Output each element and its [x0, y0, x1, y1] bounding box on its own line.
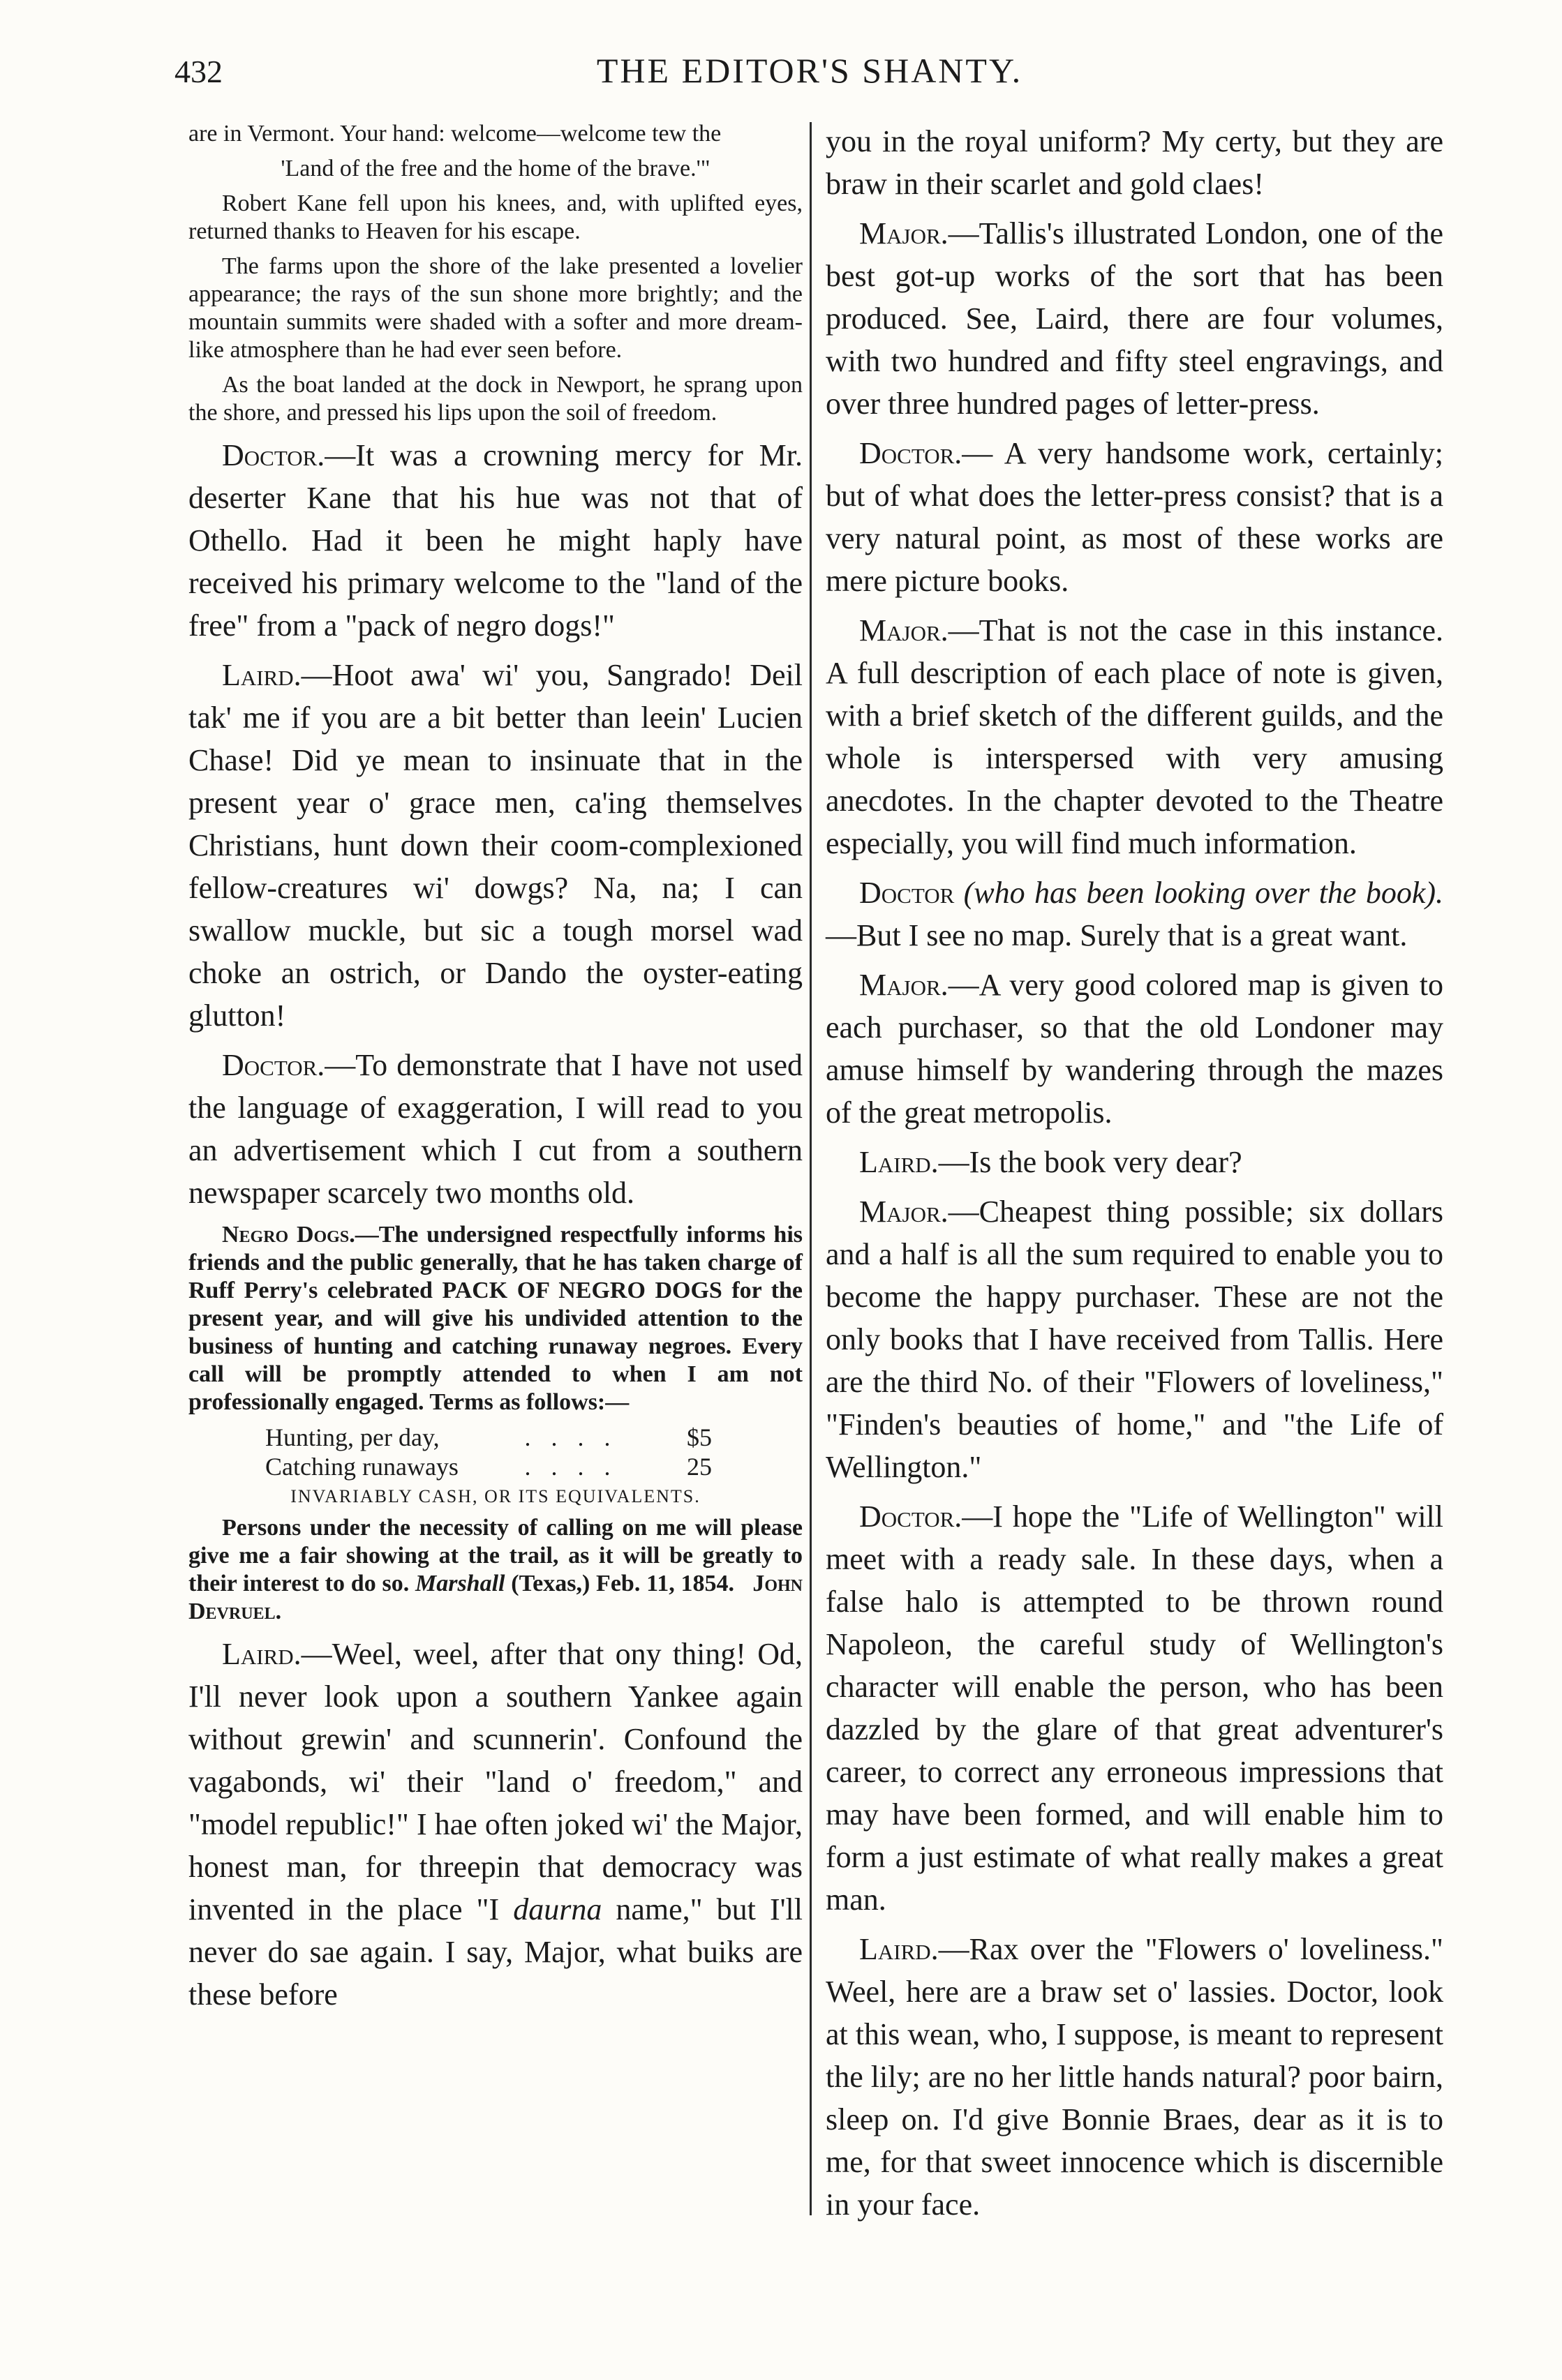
speaker-name: Doctor: [859, 876, 955, 910]
dialogue-paragraph: [188, 654, 803, 1037]
advertisement-text: —The undersigned respectfully informs his friends and the public generally, that he has taken charge of Ruff Perry's celebrated: [188, 1222, 803, 1303]
advertisement: [188, 1221, 803, 1626]
speaker-name: Major.: [859, 1195, 949, 1229]
dialogue-paragraph: [826, 1141, 1443, 1183]
speech-text: —A very good colored map is given to each purchaser, so that the old Londoner may amuse himself by wandering through the mazes of the great metropolis.: [826, 968, 1443, 1130]
speech-text: — A very handsome work, certainly; but of what does the letter-press consist? that is a very natural point, as most of these works are mere picture books.: [826, 436, 1443, 598]
page-number: 432: [174, 54, 223, 89]
dialogue-paragraph: [826, 212, 1443, 425]
fee-label: Catching runaways: [265, 1453, 459, 1481]
speech-text: —But I see no map. Surely that is a great want.: [826, 918, 1408, 952]
fee-row: [265, 1423, 712, 1453]
story-paragraph: Robert Kane fell upon his knees, and, with uplifted eyes, returned thanks to Heaven for his escape.: [188, 190, 803, 244]
speech-text: —Weel, weel, after that ony thing! Od, I'll never look upon a southern Yankee again without grewin' and scunnerin'. Confound the vagabonds, wi' their "land o' freedom," and "model republic!" I hae often joked wi' the Major, honest man, for threepin that democracy was invented in the place "I: [188, 1637, 803, 1926]
advertisement-place: Marshall: [415, 1571, 505, 1596]
running-title: THE EDITOR'S SHANTY.: [596, 51, 1023, 90]
speech-text: —That is not the case in this instance. A full description of each place of note is given, with a brief sketch of the different guilds, and the whole is interspersed with very amusing anecdotes. In the chapter devoted to the Theatre especially, you will find much information.: [826, 613, 1443, 860]
dialogue-paragraph: [826, 871, 1443, 957]
advertisement-signature: John Devruel.: [188, 1571, 803, 1624]
speech-text: name," but I'll never do sae again. I say, Major, what buiks are these before: [188, 1892, 803, 2012]
advertisement-heading: Negro Dogs.: [222, 1222, 355, 1248]
fee-row: [265, 1453, 712, 1482]
speaker-name: Laird.: [859, 1932, 939, 1966]
story-quote: 'Land of the free and the home of the brave.'": [281, 156, 711, 181]
dialogue-paragraph: [826, 1190, 1443, 1488]
speech-emphasis: daurna: [513, 1892, 602, 1926]
advertisement-text: (Texas,) Feb. 11, 1854.: [505, 1571, 734, 1596]
fee-dots: . . . .: [524, 1423, 618, 1451]
speech-text: —Hoot awa' wi' you, Sangrado! Deil tak' me if you are a bit better than leein' Lucien Chase! Did ye mean to insinuate that in the present year o' grace men, ca'ing themselves Christians, hunt down their coom-complexioned fellow-creatures wi' dowgs? Na, na; I can swallow muckle, but sic a tough morsel wad choke an ostrich, or Dando the oyster-eating glutton!: [188, 658, 803, 1033]
dialogue-paragraph: [826, 1928, 1443, 2226]
fee-amount: $5: [687, 1423, 712, 1451]
advertisement-emphasis: PACK OF NEGRO DOGS: [442, 1278, 722, 1303]
advertisement-terms: INVARIABLY CASH, OR ITS EQUIVALENTS.: [290, 1486, 701, 1506]
speech-text: —Is the book very dear?: [938, 1145, 1242, 1179]
fee-dots: . . . .: [524, 1453, 618, 1481]
fee-amount: 25: [687, 1453, 712, 1481]
dialogue-paragraph: [188, 1633, 803, 2016]
page-header: [174, 43, 1445, 99]
stage-direction: (who has been looking over the book).: [954, 876, 1443, 910]
advertisement-text: for the present year, and will give his undivided attention to the business of hunting and catching runaway negroes. Every call will be promptly attended to when I am not professionally engaged. Terms as follows:—: [188, 1278, 803, 1415]
dialogue-paragraph: [188, 1044, 803, 1214]
speaker-name: Laird.: [222, 1637, 302, 1671]
dialogue-paragraph: [826, 1495, 1443, 1921]
dialogue-paragraph: you in the royal uniform? My certy, but they are braw in their scarlet and gold claes!: [826, 124, 1443, 201]
advertisement-body: [188, 1221, 803, 1416]
speaker-name: Major.: [859, 968, 949, 1002]
speaker-name: Laird.: [222, 658, 302, 692]
speech-text: —Tallis's illustrated London, one of the best got-up works of the sort that has been produced. See, Laird, there are four volumes, with two hundred and fifty steel engravings, and over three hundred pages of letter-press.: [826, 216, 1443, 421]
speaker-name: Doctor.: [859, 436, 962, 470]
fee-table: [265, 1423, 712, 1482]
story-paragraph: As the boat landed at the dock in Newport, he sprang upon the shore, and pressed his lips upon the soil of freedom.: [188, 372, 803, 426]
story-paragraph: The farms upon the shore of the lake presented a lovelier appearance; the rays of the sun shone more brightly; and the mountain summits were shaded with a softer and more dream-like atmosphere than he had ever seen before.: [188, 253, 803, 363]
dialogue-paragraph: [826, 609, 1443, 865]
speech-text: —To demonstrate that I have not used the language of exaggeration, I will read to you an advertisement which I cut from a southern newspaper scarcely two months old.: [188, 1048, 803, 1210]
speech-text: —It was a crowning mercy for Mr. deserter Kane that his hue was not that of Othello. Had it been he might haply have received his primary welcome to the "land of the free" from a "pack of negro dogs!": [188, 438, 803, 643]
fee-label: Hunting, per day,: [265, 1423, 440, 1451]
speaker-name: Doctor.: [222, 1048, 325, 1082]
speech-text: —I hope the "Life of Wellington" will meet with a ready sale. In these days, when a false halo is attempted to be thrown round Napoleon, the careful study of Wellington's character will enable the person, who has been dazzled by the glare of that great adventurer's career, to correct any erroneous impressions that may have been formed, and will enable him to form a just estimate of what really makes a great man.: [826, 1499, 1443, 1917]
right-column: [826, 120, 1443, 2233]
dialogue-paragraph: [826, 432, 1443, 602]
speaker-name: Doctor.: [859, 1499, 962, 1534]
advertisement-text: Persons under the necessity of calling on me will please give me a fair showing at the trail, as it will be greatly to their interest to do so.: [188, 1515, 803, 1596]
dialogue-paragraph: [188, 434, 803, 647]
speaker-name: Laird.: [859, 1145, 939, 1179]
speech-text: —Cheapest thing possible; six dollars and a half is all the sum required to enable you to become the happy purchaser. These are not the only books that I have received from Tallis. Here are the third No. of their "Flowers of loveliness," "Finden's beauties of home," and "the Life of Wellington.": [826, 1195, 1443, 1484]
advertisement-closing: [188, 1514, 803, 1626]
speech-text: —Rax over the "Flowers o' loveliness." Weel, here are a braw set o' lassies. Doctor, look at this wean, who, I suppose, is meant to represent the lily; are no her little hands natural? poor bairn, sleep on. I'd give Bonnie Braes, dear as it is to me, for that sweet innocence which is discernible in your face.: [826, 1932, 1443, 2222]
story-paragraph: are in Vermont. Your hand: welcome—welcome tew the: [188, 121, 722, 147]
left-column: [188, 120, 803, 2023]
speaker-name: Doctor.: [222, 438, 325, 472]
speaker-name: Major.: [859, 613, 949, 648]
speaker-name: Major.: [859, 216, 949, 250]
column-divider: [810, 122, 812, 2215]
dialogue-paragraph: [826, 964, 1443, 1134]
